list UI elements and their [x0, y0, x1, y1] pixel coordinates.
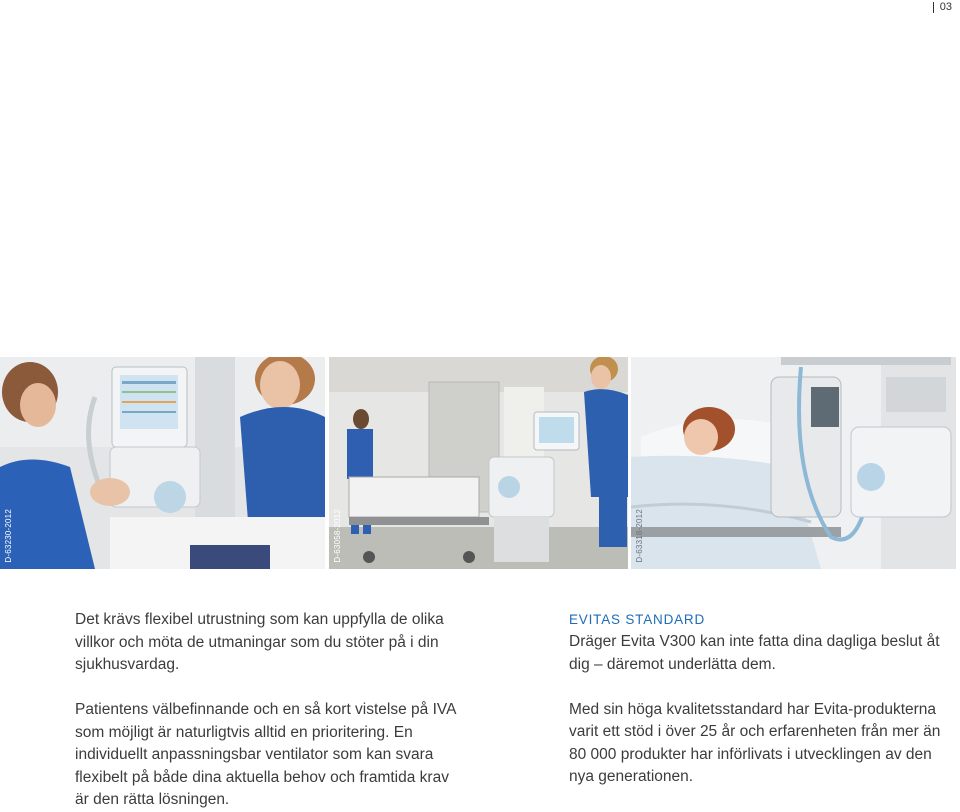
icu-room-ventilator-photo: [329, 357, 628, 569]
photo-credit: D-63230-2012: [4, 509, 13, 563]
photo-nurse-ventilator: [0, 357, 325, 569]
patient-bed-ventilator-photo: [631, 357, 956, 569]
body-paragraph: Med sin höga kvalitetsstandard har Evita-produkterna varit ett stöd i över 25 år och erfarenheten från mer än 80 000 produkter har införlivats i utvecklingen av den nya generationen.: [569, 700, 941, 785]
page-number: [933, 1, 952, 13]
left-text-column: [75, 609, 460, 812]
photo-strip: [0, 357, 960, 569]
ventilator-nurse-patient-photo: [0, 357, 325, 569]
photo-icu-room: [329, 357, 628, 569]
intro-paragraph: Dräger Evita V300 kan inte fatta dina dagliga beslut åt dig – däremot underlätta dem.: [569, 633, 940, 673]
photo-patient-bed: [631, 357, 956, 569]
page-number-text: 03: [939, 1, 952, 13]
body-paragraph: Patientens välbefinnande och en så kort vistelse på IVA som möjligt är naturligtvis alltid en prioritering. En individuellt anpassningsbar ventilator som kan svara flexibelt på både dina aktuella behov och framtida krav är den rätta lösningen.: [75, 701, 456, 808]
photo-credit: D-63058-2012: [333, 509, 342, 563]
right-text-column: [569, 609, 954, 789]
section-heading: EVITAS STANDARD: [569, 612, 706, 627]
intro-paragraph: Det krävs flexibel utrustning som kan uppfylla de olika villkor och möta de utmaningar som du stöter på i din sjukhusvardag.: [75, 611, 444, 673]
photo-credit: D-63318-2012: [635, 509, 644, 563]
page-number-divider: [933, 2, 934, 13]
